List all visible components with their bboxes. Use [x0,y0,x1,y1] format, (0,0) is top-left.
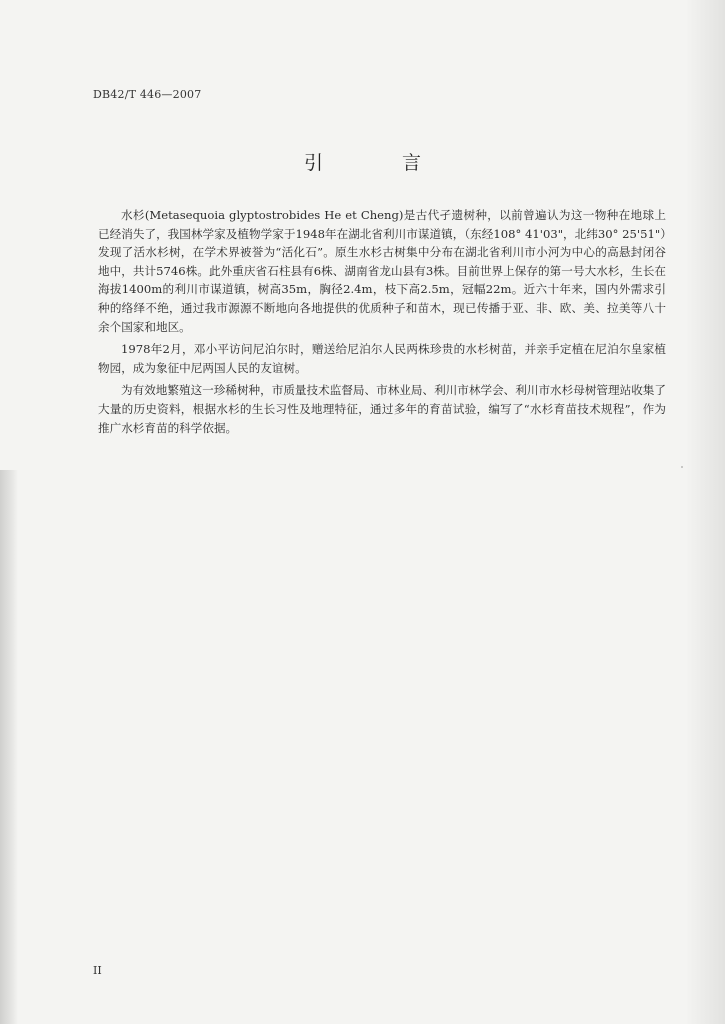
page-edge-shadow-left [0,470,18,1024]
scan-speck [681,466,683,468]
standard-code: DB42/T 446—2007 [93,88,202,101]
paragraph-3: 为有效地繁殖这一珍稀树种，市质量技术监督局、市林业局、利川市林学会、利川市水杉母树管理站收集了大量的历史资料，根据水杉的生长习性及地理特征，通过多年的育苗试验，编写了“水杉育苗技术规程”，作为推广水杉育苗的科学依据。 [98,383,666,435]
page-title: 引 言 [303,152,451,174]
paragraph-1: 水杉(Metasequoia glyptostrobides He et Cheng)是古代孑遗树种，以前曾遍认为这一物种在地球上已经消失了，我国林学家及植物学家于1948年在湖北省利川市谋道镇，（东经108° 41'03"，北纬30° 25'51"）发现了活水杉树，在学术界被誉为“活化石”。原生水杉古树集中分布在湖北省利川市小河为中心的高悬封闭谷地中，共计5746株。此外重庆省石柱县有6株、湖南省龙山县有3株。目前世界上保存的第一号大水杉，生长在海拔1400m的利川市谋道镇，树高35m，胸径2.4m，枝下高2.5m，冠幅22m。近六十年来，国内外需求引种的络绎不绝，通过我市源源不断地向各地提供的优质种子和苗木，现已传播于亚、非、欧、美、拉美等八十余个国家和地区。 [98,208,666,334]
paragraph-2: 1978年2月，邓小平访问尼泊尔时，赠送给尼泊尔人民两株珍贵的水杉树苗，并亲手定植在尼泊尔皇家植物园，成为象征中尼两国人民的友谊树。 [98,342,666,375]
page-number: II [93,964,102,977]
document-body [98,206,666,437]
